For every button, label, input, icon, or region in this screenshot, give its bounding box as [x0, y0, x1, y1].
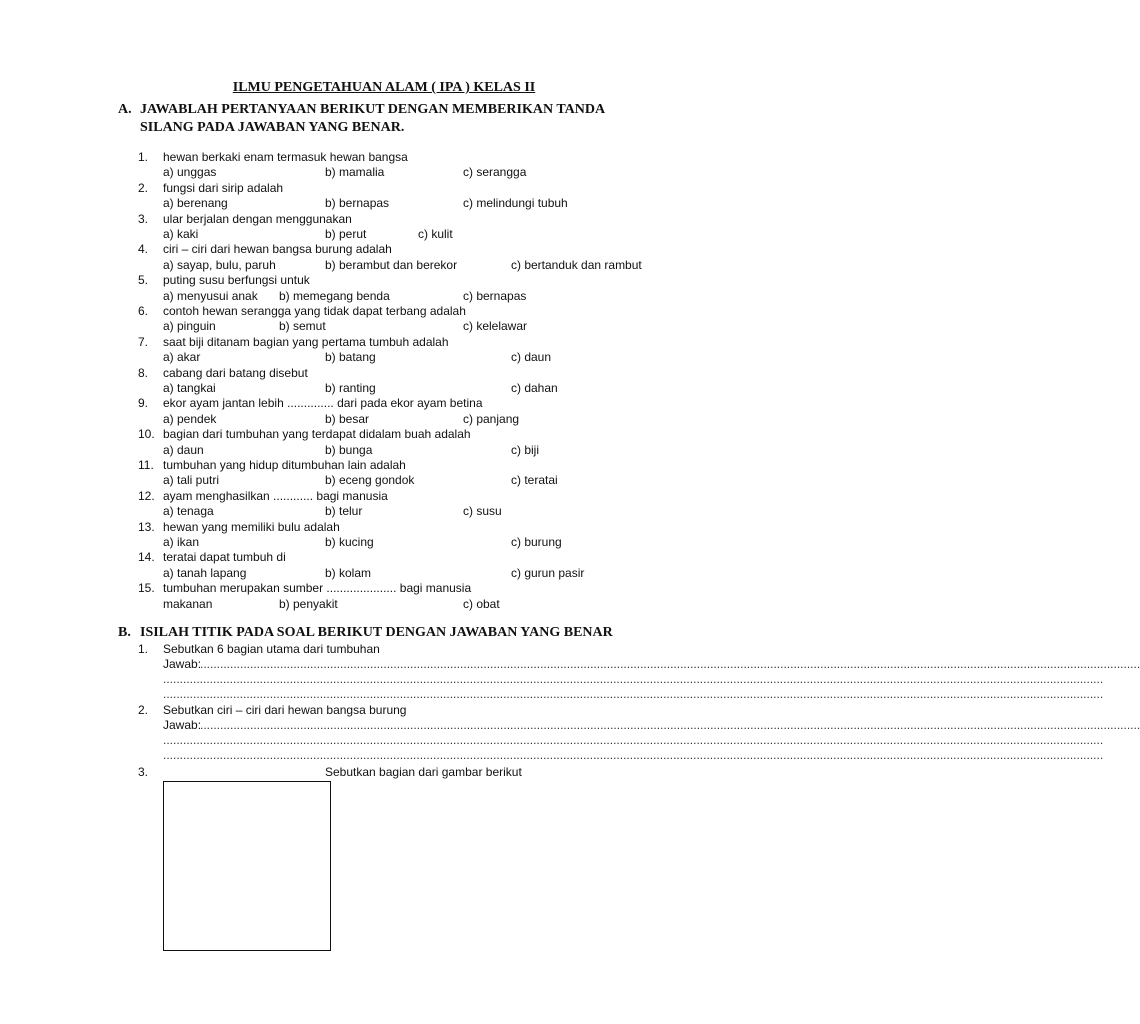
option-c[interactable]: c) obat [463, 596, 500, 611]
essay-item-number: 2. [138, 703, 149, 717]
option-a[interactable]: a) tangkai [163, 380, 216, 395]
option-b[interactable]: b) kucing [325, 534, 374, 549]
page-title: ILMU PENGETAHUAN ALAM ( IPA ) KELAS II [232, 80, 536, 95]
option-a[interactable]: a) unggas [163, 165, 217, 180]
question-text: fungsi dari sirip adalah [163, 180, 284, 195]
option-c[interactable]: c) serangga [463, 165, 527, 180]
question-number: 9. [138, 396, 149, 411]
option-c[interactable]: c) kelelawar [463, 319, 528, 334]
option-a[interactable]: a) berenang [163, 196, 228, 211]
answer-dot-line[interactable]: .......................................................................................................................................................................................................................................................................................... [163, 672, 1104, 686]
jawab-label: Jawab: [163, 657, 202, 671]
option-a[interactable]: a) sayap, bulu, paruh [163, 257, 276, 272]
option-c[interactable]: c) biji [511, 442, 540, 457]
option-a[interactable]: a) tanah lapang [163, 565, 247, 580]
option-b[interactable]: b) kolam [325, 565, 372, 580]
option-b[interactable]: b) berambut dan berekor [325, 257, 458, 272]
question-number: 12. [138, 488, 155, 503]
question-text: tumbuhan merupakan sumber ..................... bagi manusia [163, 581, 472, 596]
section-a-letter: A. [118, 102, 132, 117]
question-item [0, 150, 768, 181]
option-a[interactable]: a) menyusui anak [163, 288, 258, 303]
question-text: puting susu berfungsi untuk [163, 273, 310, 288]
option-a[interactable]: a) tali putri [163, 473, 220, 488]
question-number: 10. [138, 427, 155, 442]
question-text: ayam menghasilkan ............ bagi manusia [163, 488, 388, 503]
section-b-instruction: ISILAH TITIK PADA SOAL BERIKUT DENGAN JAWABAN YANG BENAR [140, 625, 613, 640]
option-b[interactable]: b) bunga [325, 442, 373, 457]
section-a-instruction-line2: SILANG PADA JAWABAN YANG BENAR. [140, 120, 405, 135]
option-b[interactable]: b) eceng gondok [325, 473, 415, 488]
question-number: 14. [138, 550, 155, 565]
question-number: 5. [138, 273, 149, 288]
answer-dot-line[interactable]: .......................................................................................................................................................................................................................................................................................... [163, 687, 1104, 701]
question-item [0, 181, 768, 212]
option-b[interactable]: b) batang [325, 350, 376, 365]
option-b[interactable]: b) telur [325, 504, 363, 519]
question-number: 11. [138, 458, 154, 472]
question-item [0, 550, 768, 581]
essay-item-question: Sebutkan 6 bagian utama dari tumbuhan [163, 642, 380, 656]
picture-box [163, 781, 331, 951]
question-item [0, 581, 768, 612]
question-text: tumbuhan yang hidup ditumbuhan lain adalah [163, 458, 406, 472]
question-number: 7. [138, 334, 149, 349]
question-item [0, 212, 768, 243]
option-b[interactable]: b) penyakit [279, 596, 338, 611]
question-number: 13. [138, 519, 155, 534]
option-c[interactable]: c) susu [463, 504, 502, 519]
question-number: 1. [138, 150, 149, 164]
question-text: contoh hewan serangga yang tidak dapat terbang adalah [163, 304, 466, 318]
question-number: 4. [138, 242, 149, 257]
option-b[interactable]: b) semut [279, 319, 326, 334]
option-c[interactable]: c) gurun pasir [511, 565, 585, 580]
question-item [0, 242, 768, 273]
option-a[interactable]: makanan [163, 596, 213, 611]
question-item [0, 520, 768, 551]
answer-dot-line[interactable]: .......................................................................................................................................................................................................................................................................................... [163, 748, 1104, 762]
question-number: 2. [138, 180, 149, 195]
section-a-instruction-line1: JAWABLAH PERTANYAAN BERIKUT DENGAN MEMBERIKAN TANDA [140, 102, 606, 117]
question-text: teratai dapat tumbuh di [163, 550, 286, 565]
option-a[interactable]: a) daun [163, 442, 204, 457]
option-b[interactable]: b) perut [325, 226, 367, 241]
option-c[interactable]: c) kulit [418, 226, 453, 241]
option-c[interactable]: c) teratai [511, 473, 558, 488]
question-item [0, 366, 768, 397]
section-b-letter: B. [118, 625, 131, 640]
option-b[interactable]: b) memegang benda [279, 288, 390, 303]
question-text: bagian dari tumbuhan yang terdapat didalam buah adalah [163, 427, 471, 442]
essay-item-question: Sebutkan bagian dari gambar berikut [325, 765, 522, 779]
option-b[interactable]: b) bernapas [325, 196, 390, 211]
option-a[interactable]: a) pinguin [163, 319, 216, 334]
option-a[interactable]: a) tenaga [163, 504, 214, 519]
question-item [0, 273, 768, 304]
question-item [0, 489, 768, 520]
option-a[interactable]: a) pendek [163, 411, 217, 426]
answer-dot-line[interactable]: .......................................................................................................................................................................................................................................................................................... [200, 718, 1140, 732]
question-text: ular berjalan dengan menggunakan [163, 211, 352, 226]
option-c[interactable]: c) burung [511, 534, 562, 549]
answer-dot-line[interactable]: .......................................................................................................................................................................................................................................................................................... [200, 657, 1140, 671]
option-b[interactable]: b) mamalia [325, 165, 385, 180]
question-item [0, 396, 768, 427]
option-c[interactable]: c) bertanduk dan rambut [511, 257, 642, 272]
answer-dot-line[interactable]: .......................................................................................................................................................................................................................................................................................... [163, 733, 1104, 747]
question-item [0, 335, 768, 366]
question-item [0, 427, 768, 458]
question-item [0, 458, 768, 489]
option-c[interactable]: c) panjang [463, 411, 520, 426]
essay-item-number: 3. [138, 765, 149, 779]
option-b[interactable]: b) besar [325, 411, 370, 426]
question-text: hewan berkaki enam termasuk hewan bangsa [163, 150, 408, 164]
jawab-label: Jawab: [163, 718, 202, 732]
option-b[interactable]: b) ranting [325, 380, 376, 395]
question-text: saat biji ditanam bagian yang pertama tumbuh adalah [163, 334, 449, 349]
question-text: ekor ayam jantan lebih .............. dari pada ekor ayam betina [163, 396, 483, 411]
question-text: ciri – ciri dari hewan bangsa burung adalah [163, 242, 392, 257]
question-number: 3. [138, 211, 149, 226]
question-text: hewan yang memiliki bulu adalah [163, 519, 340, 534]
question-item [0, 304, 768, 335]
question-number: 15. [138, 581, 155, 596]
essay-item-number: 1. [138, 642, 149, 656]
question-number: 6. [138, 304, 149, 318]
question-number: 8. [138, 365, 149, 380]
option-a[interactable]: a) ikan [163, 534, 200, 549]
option-a[interactable]: a) akar [163, 350, 201, 365]
option-c[interactable]: c) melindungi tubuh [463, 196, 568, 211]
option-c[interactable]: c) dahan [511, 380, 558, 395]
option-c[interactable]: c) daun [511, 350, 552, 365]
essay-item-question: Sebutkan ciri – ciri dari hewan bangsa burung [163, 703, 407, 717]
option-c[interactable]: c) bernapas [463, 288, 527, 303]
option-a[interactable]: a) kaki [163, 226, 199, 241]
question-text: cabang dari batang disebut [163, 365, 308, 380]
